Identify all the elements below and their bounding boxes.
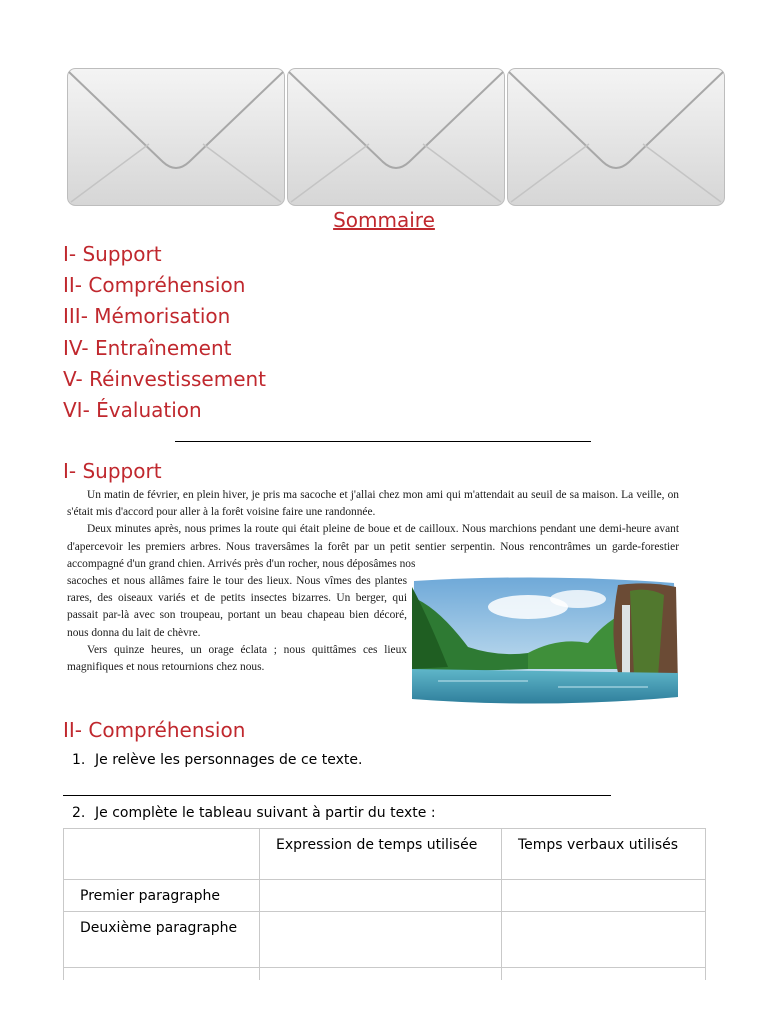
- answer-line[interactable]: [63, 795, 611, 796]
- summary-item: II- Compréhension: [63, 273, 246, 298]
- question-1: [72, 752, 362, 768]
- table-cell[interactable]: [260, 912, 502, 968]
- table-header-cell: Temps verbaux utilisés: [502, 829, 706, 880]
- landscape-illustration: [408, 577, 680, 705]
- question-number: 1.: [72, 752, 86, 768]
- summary-list: [63, 239, 266, 426]
- page-bottom-margin: [0, 980, 768, 1024]
- table-cell[interactable]: [260, 880, 502, 912]
- table-row: [64, 912, 706, 968]
- table-row-label: Deuxième paragraphe: [64, 912, 260, 968]
- envelope-icon: [287, 68, 505, 206]
- divider: [175, 441, 591, 442]
- table-row-label: Premier paragraphe: [64, 880, 260, 912]
- support-paragraph: Deux minutes après, nous primes la route qui était pleine de boue et de cailloux. Nous marchions pendant une demi-heure avant d'apercevoir les premiers arbres. Nous traversâmes la forêt par un petit sentier serpentin. Nous rencontrâmes un garde-forestier accompagné d'un grand chien. Arrivés près d'un rocher, nous déposâmes nos: [67, 523, 679, 570]
- support-paragraph: sacoches et nous allâmes faire le tour des lieux. Nous vîmes des plantes rares, des oiseaux variés et de petits insectes bizarres. Un berger, qui passait par-là avec son troupeau, portant un beau chapeau bien décoré, nous donna du lait de chèvre.: [67, 575, 407, 639]
- envelope-banner: [67, 68, 725, 206]
- table-header-cell: Expression de temps utilisée: [260, 829, 502, 880]
- question-text: Je complète le tableau suivant à partir du texte :: [95, 805, 436, 821]
- question-text: Je relève les personnages de ce texte.: [95, 752, 363, 768]
- table-row: [64, 880, 706, 912]
- envelope-icon: [507, 68, 725, 206]
- table-cell[interactable]: [502, 912, 706, 968]
- table-cell[interactable]: [502, 880, 706, 912]
- support-paragraph: Vers quinze heures, un orage éclata ; nous quittâmes ces lieux magnifiques et nous retournions chez nous.: [67, 643, 407, 674]
- support-paragraph: Un matin de février, en plein hiver, je pris ma sacoche et j'allai chez mon ami qui m'attendait au seuil de sa maison. La veille, on s'était mis d'accord pour aller à la forêt voisine faire une randonnée.: [67, 489, 679, 519]
- table-header-row: [64, 829, 706, 880]
- summary-item: VI- Évaluation: [63, 397, 202, 422]
- summary-item: IV- Entraînement: [63, 335, 232, 360]
- summary-item: V- Réinvestissement: [63, 366, 267, 391]
- table-header-cell: [64, 829, 260, 880]
- comprehension-heading: II- Compréhension: [63, 718, 246, 742]
- support-heading: I- Support: [63, 459, 162, 483]
- envelope-icon: [67, 68, 285, 206]
- question-2: [72, 805, 436, 821]
- question-number: 2.: [72, 805, 86, 821]
- summary-item: I- Support: [63, 242, 162, 266]
- summary-item: III- Mémorisation: [63, 304, 231, 329]
- support-text-image: [67, 487, 679, 707]
- summary-title: Sommaire: [333, 208, 435, 232]
